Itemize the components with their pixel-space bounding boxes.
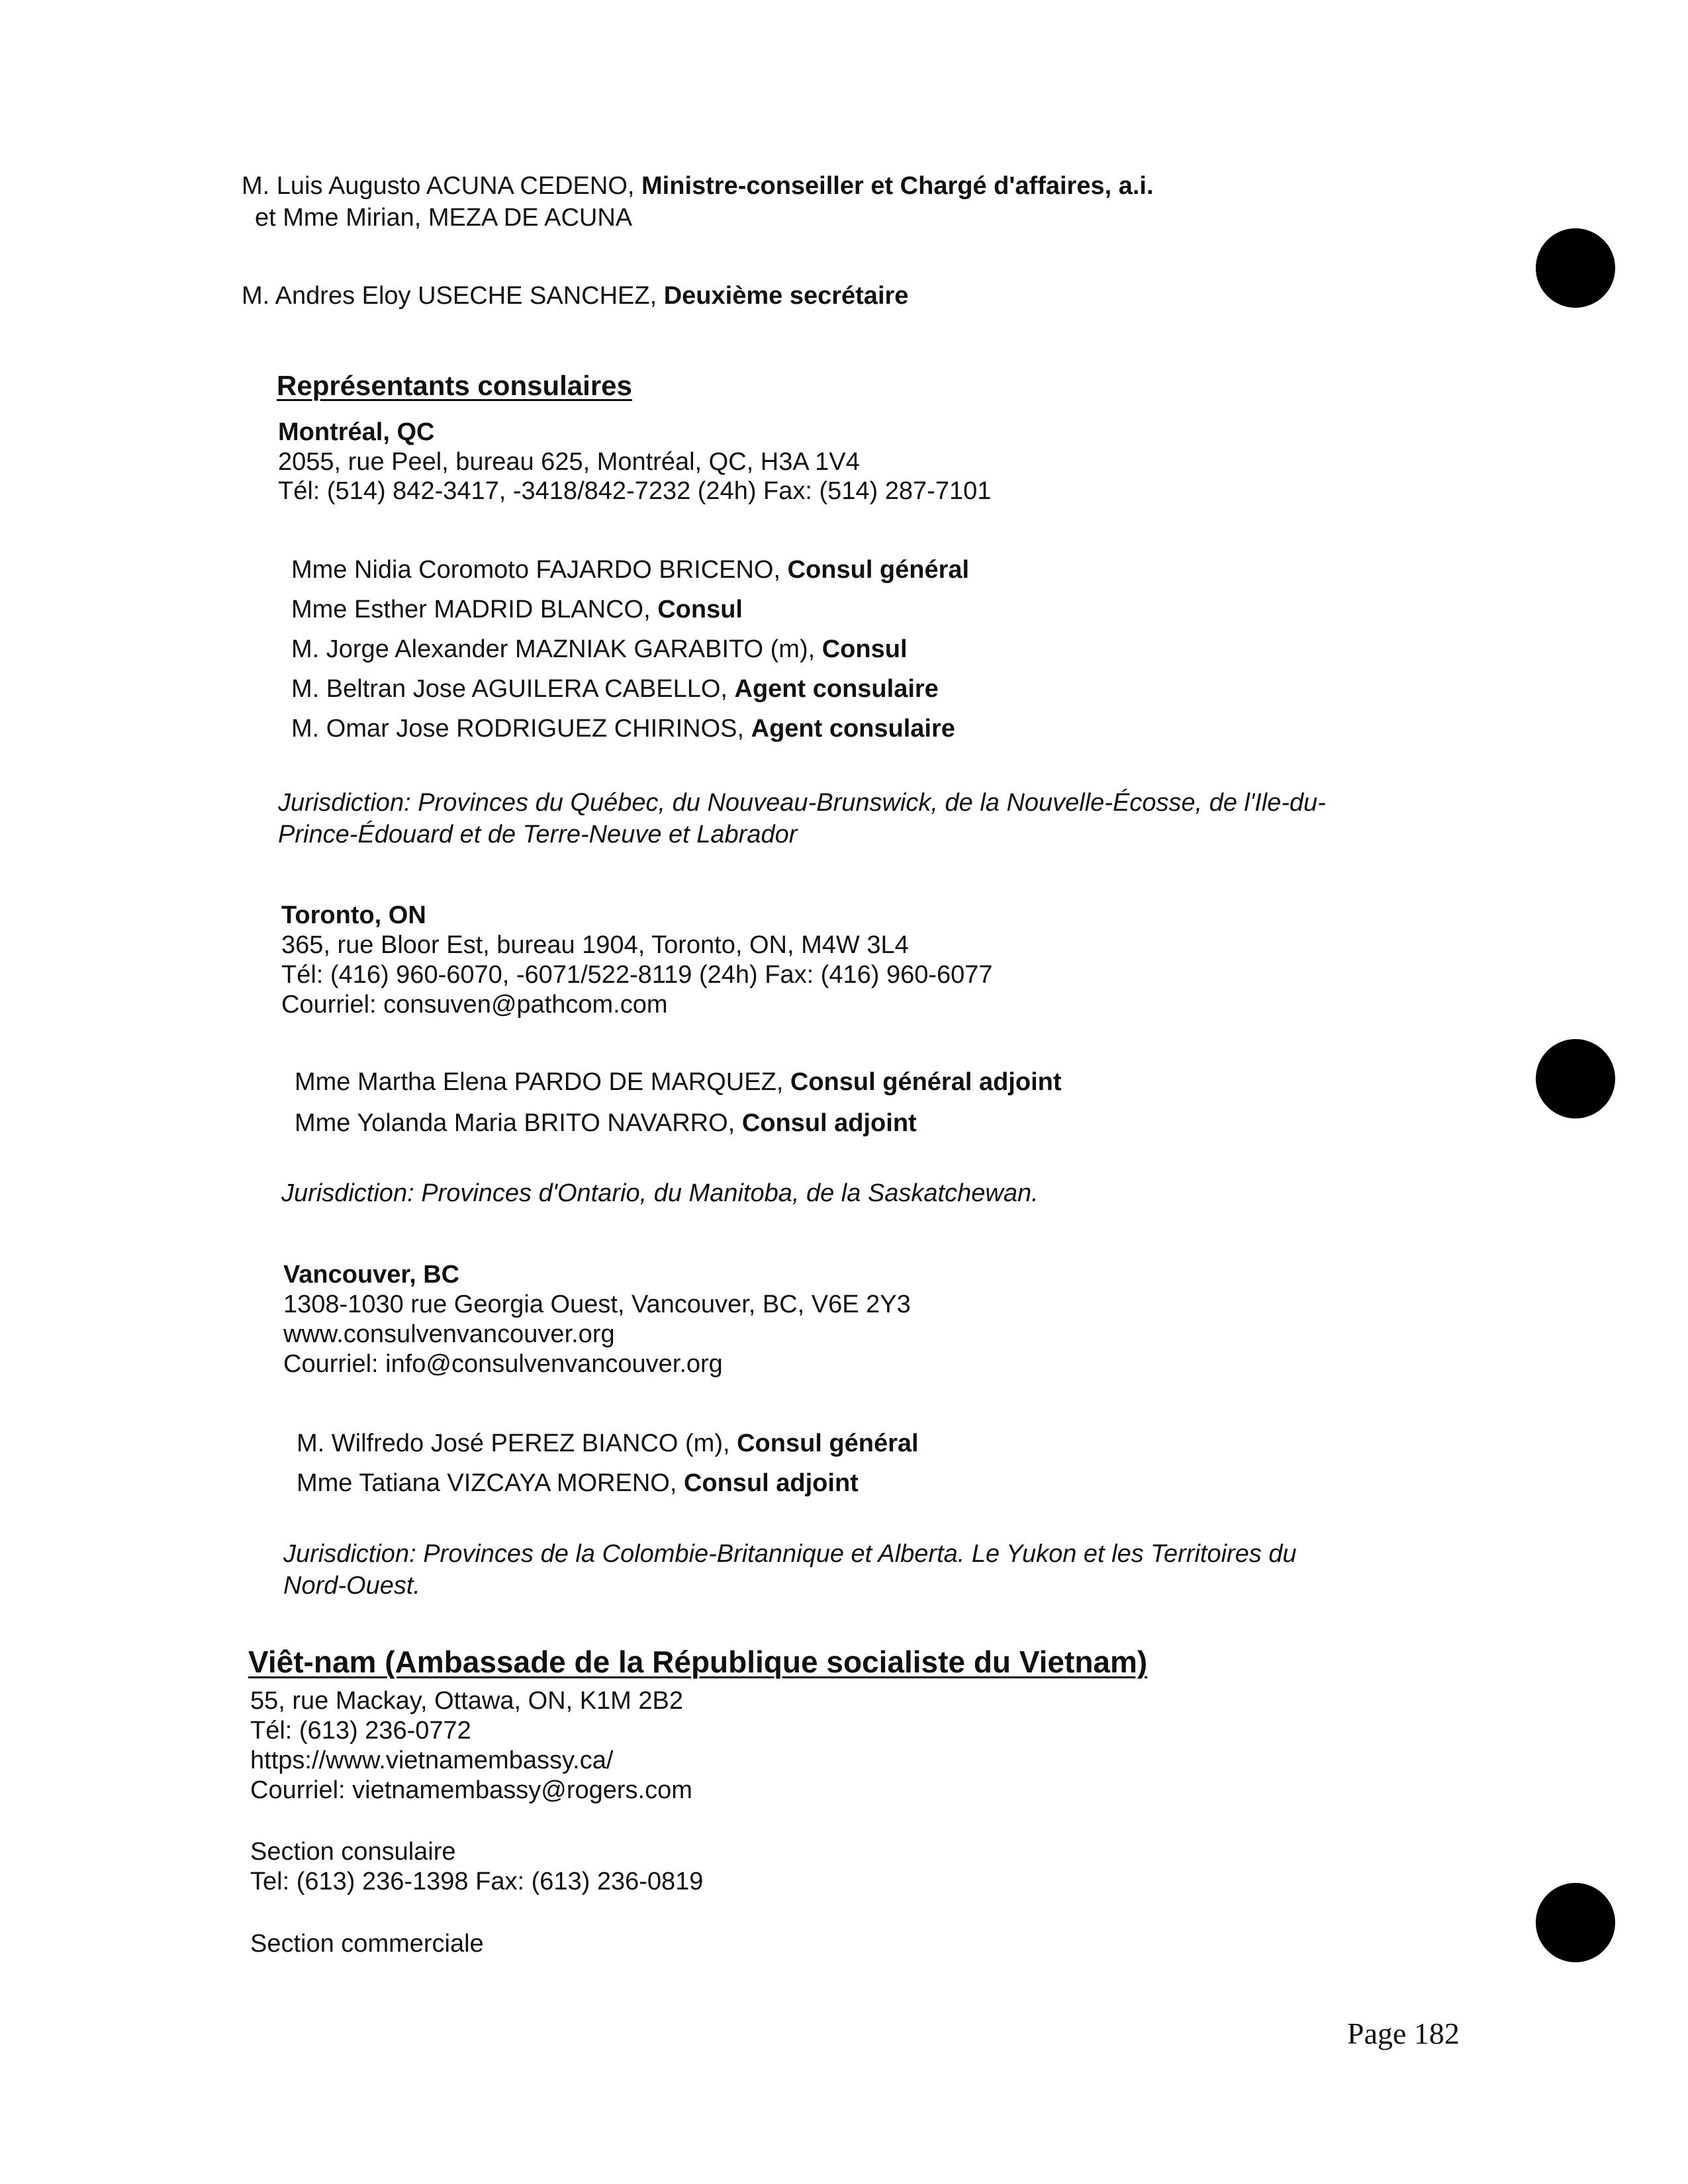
- staff-name: Mme Tatiana VIZCAYA MORENO,: [297, 1469, 684, 1497]
- jurisdiction-label: Jurisdiction:: [283, 1540, 416, 1568]
- staff-entry: [291, 594, 743, 625]
- city-heading: Vancouver, BC: [283, 1261, 460, 1289]
- jurisdiction-label: Jurisdiction:: [281, 1179, 414, 1207]
- jurisdiction-text: Provinces d'Ontario, du Manitoba, de la Saskatchewan.: [414, 1179, 1039, 1207]
- staff-name: et Mme Mirian, MEZA DE ACUNA: [255, 204, 633, 232]
- address: 55, rue Mackay, Ottawa, ON, K1M 2B2: [250, 1687, 683, 1715]
- phone: Tél: (613) 236-0772: [250, 1717, 471, 1745]
- staff-title: Consul général adjoint: [790, 1068, 1062, 1096]
- staff-entry: [291, 634, 908, 664]
- jurisdiction-label: Jurisdiction:: [278, 789, 411, 817]
- staff-name: Mme Esther MADRID BLANCO,: [291, 596, 658, 623]
- punch-hole: [1536, 1039, 1615, 1118]
- jurisdiction-continued: Nord-Ouest.: [283, 1572, 420, 1600]
- staff-entry: [242, 281, 908, 311]
- staff-title: Consul: [821, 635, 908, 663]
- address: 365, rue Bloor Est, bureau 1904, Toronto, ON, M4W 3L4: [281, 931, 909, 959]
- staff-name: M. Jorge Alexander MAZNIAK GARABITO (m),: [291, 635, 822, 663]
- staff-title: Consul adjoint: [741, 1109, 917, 1137]
- staff-entry: [255, 203, 632, 233]
- staff-name: Mme Martha Elena PARDO DE MARQUEZ,: [295, 1068, 790, 1096]
- staff-title: Agent consulaire: [751, 715, 955, 743]
- staff-title: Consul général: [787, 556, 970, 584]
- jurisdiction: [278, 788, 1326, 818]
- city-heading: Toronto, ON: [281, 901, 426, 929]
- phone: Tél: (514) 842-3417, -3418/842-7232 (24h) Fax: (514) 287-7101: [278, 477, 992, 505]
- staff-title: Deuxième secrétaire: [663, 282, 909, 310]
- staff-name: M. Luis Augusto ACUNA CEDENO,: [242, 172, 642, 200]
- staff-entry: [295, 1108, 917, 1138]
- staff-title: Consul adjoint: [683, 1469, 859, 1497]
- consular-section-label: Section consulaire: [250, 1838, 456, 1866]
- staff-entry: [291, 713, 955, 744]
- commercial-section-label: Section commerciale: [250, 1930, 484, 1958]
- staff-name: M. Andres Eloy USECHE SANCHEZ,: [242, 282, 664, 310]
- punch-hole: [1536, 228, 1615, 308]
- website: https://www.vietnamembassy.ca/: [250, 1747, 614, 1774]
- city-heading: Montréal, QC: [278, 418, 435, 446]
- staff-name: M. Beltran Jose AGUILERA CABELLO,: [291, 675, 735, 703]
- address: 1308-1030 rue Georgia Ouest, Vancouver, BC, V6E 2Y3: [283, 1291, 911, 1318]
- country-heading: Viêt-nam (Ambassade de la République socialiste du Vietnam): [248, 1645, 1148, 1679]
- jurisdiction-continued: Prince-Édouard et de Terre-Neuve et Labrador: [278, 821, 798, 848]
- staff-title: Agent consulaire: [734, 675, 939, 703]
- jurisdiction-text: Provinces de la Colombie-Britannique et Alberta. Le Yukon et les Territoires du: [416, 1540, 1297, 1568]
- staff-entry: [297, 1428, 919, 1459]
- jurisdiction: [281, 1178, 1039, 1208]
- consular-heading: Représentants consulaires: [277, 370, 632, 401]
- consular-section-phone: Tel: (613) 236-1398 Fax: (613) 236-0819: [250, 1868, 704, 1895]
- email: Courriel: consuven@pathcom.com: [281, 991, 668, 1019]
- staff-entry: [291, 555, 969, 585]
- staff-title: Consul: [657, 596, 743, 623]
- phone: Tél: (416) 960-6070, -6071/522-8119 (24h) Fax: (416) 960-6077: [281, 961, 993, 989]
- jurisdiction-text: Provinces du Québec, du Nouveau-Brunswick, de la Nouvelle-Écosse, de l'Ile-du-: [410, 789, 1326, 817]
- staff-name: Mme Nidia Coromoto FAJARDO BRICENO,: [291, 556, 788, 584]
- staff-entry: [242, 171, 1154, 201]
- address: 2055, rue Peel, bureau 625, Montréal, QC, H3A 1V4: [278, 448, 860, 476]
- staff-name: M. Wilfredo José PEREZ BIANCO (m),: [297, 1430, 737, 1457]
- staff-entry: [291, 674, 939, 704]
- staff-name: M. Omar Jose RODRIGUEZ CHIRINOS,: [291, 715, 751, 743]
- staff-title: Consul général: [737, 1430, 919, 1457]
- punch-hole: [1536, 1883, 1615, 1962]
- email: Courriel: info@consulvenvancouver.org: [283, 1350, 723, 1378]
- email: Courriel: vietnamembassy@rogers.com: [250, 1776, 692, 1804]
- staff-entry: [295, 1067, 1062, 1097]
- staff-title: Ministre-conseiller et Chargé d'affaires, a.i.: [641, 172, 1154, 200]
- staff-name: Mme Yolanda Maria BRITO NAVARRO,: [295, 1109, 742, 1137]
- website: www.consulvenvancouver.org: [283, 1320, 615, 1348]
- page-number: Page 182: [1347, 2017, 1460, 2050]
- staff-entry: [297, 1468, 859, 1498]
- jurisdiction: [283, 1539, 1297, 1569]
